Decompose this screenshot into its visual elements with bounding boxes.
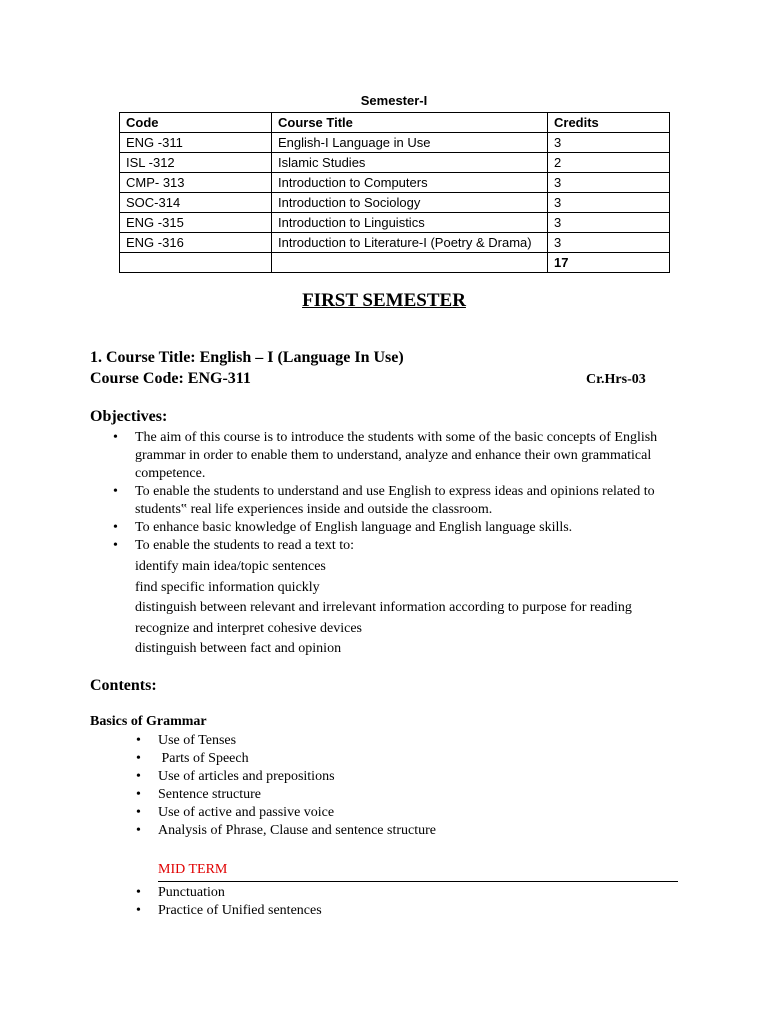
list-item: • To enable the students to read a text to:	[113, 538, 355, 553]
cell-credits: 3	[548, 233, 670, 253]
cell-code: ISL -312	[120, 153, 272, 173]
post-midterm-list	[136, 884, 322, 920]
objectives-heading: Objectives:	[90, 408, 168, 425]
header-code: Code	[120, 113, 272, 133]
bullet-icon: •	[136, 885, 141, 900]
course-title: 1. Course Title: English – I (Language In Use)	[90, 349, 404, 366]
list-item: • Use of Tenses	[136, 733, 237, 748]
cell-code: ENG -315	[120, 213, 272, 233]
header-course-title: Course Title	[272, 113, 548, 133]
list-item: distinguish between fact and opinion	[135, 641, 342, 656]
list-item: • To enhance basic knowledge of English language and English language skills.	[113, 520, 573, 535]
cell-code: SOC-314	[120, 193, 272, 213]
semester-caption: Semester-I	[360, 93, 428, 108]
credit-hours: Cr.Hrs-03	[586, 372, 646, 387]
cell-title: Introduction to Linguistics	[272, 213, 548, 233]
bullet-icon: •	[113, 484, 118, 499]
table-row	[120, 233, 670, 253]
cell-empty	[272, 253, 548, 273]
bullet-icon: •	[136, 903, 141, 918]
bullet-icon: •	[136, 751, 141, 766]
cell-total-credits: 17	[548, 253, 670, 273]
list-item: • Use of articles and prepositions	[136, 769, 335, 784]
bullet-icon: •	[136, 823, 141, 838]
list-item: • Practice of Unified sentences	[136, 903, 322, 918]
cell-title: Introduction to Computers	[272, 173, 548, 193]
table-header-row	[120, 113, 670, 133]
list-item: identify main idea/topic sentences	[135, 559, 326, 574]
table-row	[120, 213, 670, 233]
bullet-icon: •	[136, 733, 141, 748]
cell-credits: 2	[548, 153, 670, 173]
grammar-list	[136, 732, 436, 840]
objectives-list	[113, 429, 675, 555]
cell-title: English-I Language in Use	[272, 133, 548, 153]
cell-credits: 3	[548, 173, 670, 193]
bullet-icon: •	[113, 430, 118, 445]
list-item: • Use of active and passive voice	[136, 805, 335, 820]
reading-skills-list	[135, 557, 632, 660]
cell-credits: 3	[548, 133, 670, 153]
bullet-icon: •	[136, 787, 141, 802]
list-item: find specific information quickly	[135, 579, 320, 595]
cell-code: ENG -316	[120, 233, 272, 253]
table-row	[120, 153, 670, 173]
table-row	[120, 193, 670, 213]
table-row	[120, 133, 670, 153]
contents-heading: Contents:	[90, 677, 157, 694]
course-code: Course Code: ENG-311	[90, 370, 251, 387]
bullet-icon: •	[113, 538, 118, 553]
header-credits: Credits	[548, 113, 670, 133]
cell-code: ENG -311	[120, 133, 272, 153]
cell-credits: 3	[548, 213, 670, 233]
bullet-icon: •	[136, 769, 141, 784]
course-table	[119, 112, 670, 273]
list-item: • Analysis of Phrase, Clause and sentence structure	[136, 823, 436, 838]
cell-title: Introduction to Literature-I (Poetry & Drama)	[272, 233, 548, 253]
list-item: • To enable the students to understand and use English to express ideas and opinions related to students‟ real life experiences inside and outside the classroom.	[113, 484, 655, 517]
cell-title: Introduction to Sociology	[272, 193, 548, 213]
list-item: recognize and interpret cohesive devices	[135, 620, 363, 636]
bullet-icon: •	[113, 520, 118, 535]
cell-title: Islamic Studies	[272, 153, 548, 173]
list-item: • Sentence structure	[136, 787, 262, 802]
mid-term-divider	[158, 881, 678, 882]
list-item: • The aim of this course is to introduce the students with some of the basic concepts of English grammar in order to enable them to understand, analyze and enhance their own grammatical competence.	[113, 430, 658, 481]
table-row	[120, 173, 670, 193]
first-semester-heading: FIRST SEMESTER	[302, 290, 466, 311]
list-item: • Punctuation	[136, 885, 225, 900]
cell-empty	[120, 253, 272, 273]
bullet-icon: •	[136, 805, 141, 820]
cell-code: CMP- 313	[120, 173, 272, 193]
table-total-row	[120, 253, 670, 273]
mid-term-label: MID TERM	[158, 862, 228, 877]
cell-credits: 3	[548, 193, 670, 213]
grammar-subheading: Basics of Grammar	[90, 714, 207, 729]
list-item: • Parts of Speech	[136, 751, 249, 766]
list-item: distinguish between relevant and irrelevant information according to purpose for reading	[135, 600, 632, 615]
